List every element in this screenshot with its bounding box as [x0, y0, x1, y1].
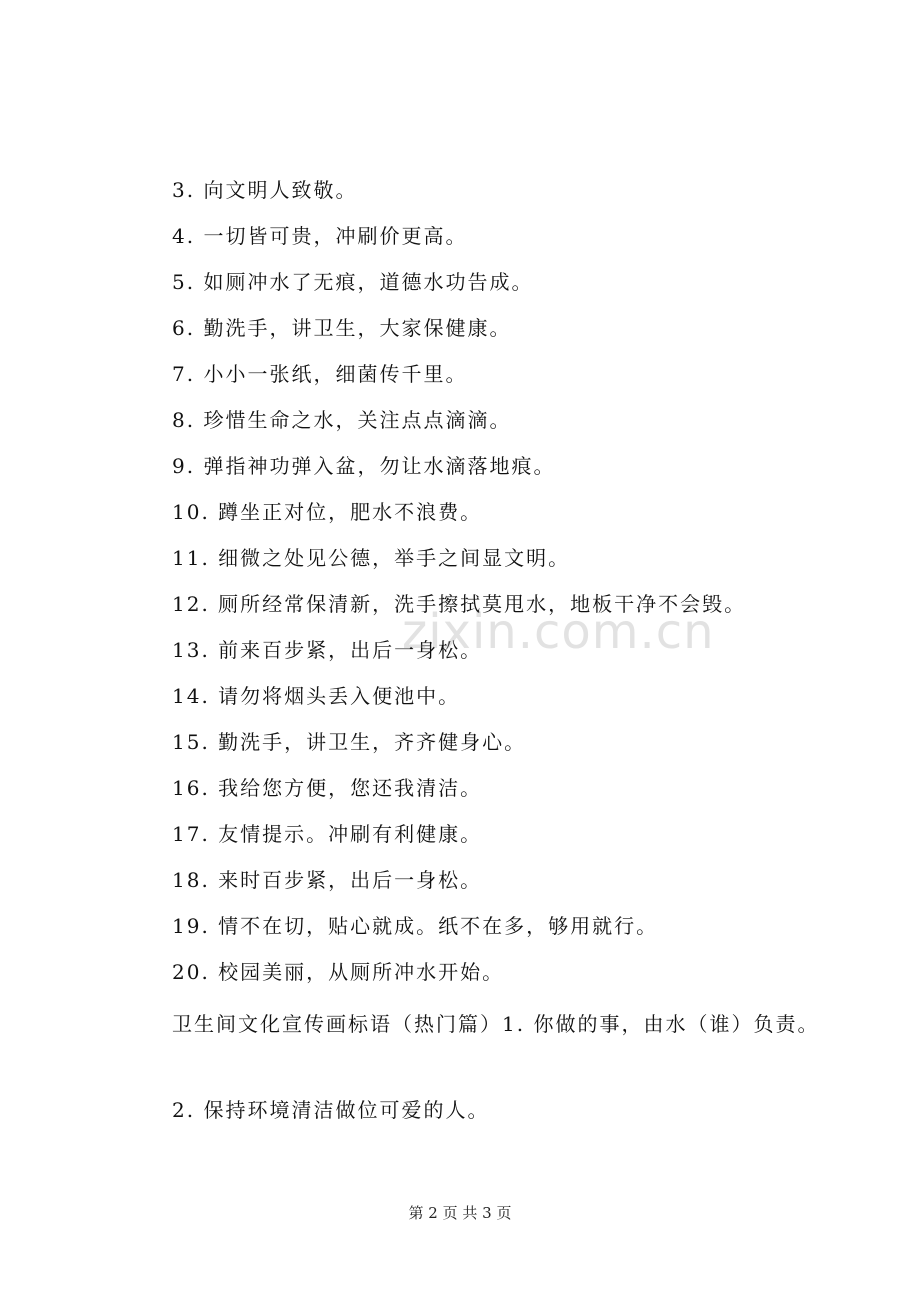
slogan-line-7: 7. 小小一张纸，细菌传千里。 [172, 362, 468, 386]
slogan-line-15: 15. 勤洗手，讲卫生，齐齐健身心。 [172, 730, 527, 754]
page-footer: 第 2 页 共 3 页 [408, 1204, 512, 1222]
slogan-line-9: 9. 弹指神功弹入盆，勿让水滴落地痕。 [172, 454, 556, 478]
slogan-line-17: 17. 友情提示。冲刷有利健康。 [172, 822, 483, 846]
slogan-line-11: 11. 细微之处见公德，举手之间显文明。 [172, 546, 571, 570]
slogan-line-14: 14. 请勿将烟头丢入便池中。 [172, 684, 461, 708]
slogan-line-2-new-section: 2. 保持环境清洁做位可爱的人。 [172, 1098, 490, 1122]
slogan-line-8: 8. 珍惜生命之水，关注点点滴滴。 [172, 408, 512, 432]
slogan-line-6: 6. 勤洗手，讲卫生，大家保健康。 [172, 316, 512, 340]
slogan-line-19: 19. 情不在切，贴心就成。纸不在多，够用就行。 [172, 914, 659, 938]
slogan-line-4: 4. 一切皆可贵，冲刷价更高。 [172, 224, 468, 248]
slogan-line-12: 12. 厕所经常保清新，洗手擦拭莫甩水，地板干净不会毁。 [172, 592, 747, 616]
slogan-line-18: 18. 来时百步紧，出后一身松。 [172, 868, 483, 892]
section-heading-paragraph: 卫生间文化宣传画标语（热门篇）1. 你做的事，由水（谁）负责。 [172, 1012, 820, 1036]
slogan-line-3: 3. 向文明人致敬。 [172, 178, 358, 202]
watermark-text: zixin.com.cn [402, 604, 715, 660]
slogan-line-5: 5. 如厕冲水了无痕，道德水功告成。 [172, 270, 534, 294]
slogan-line-10: 10. 蹲坐正对位，肥水不浪费。 [172, 500, 483, 524]
slogan-line-20: 20. 校园美丽，从厕所冲水开始。 [172, 960, 505, 984]
slogan-line-16: 16. 我给您方便，您还我清洁。 [172, 776, 483, 800]
slogan-line-13: 13. 前来百步紧，出后一身松。 [172, 638, 483, 662]
